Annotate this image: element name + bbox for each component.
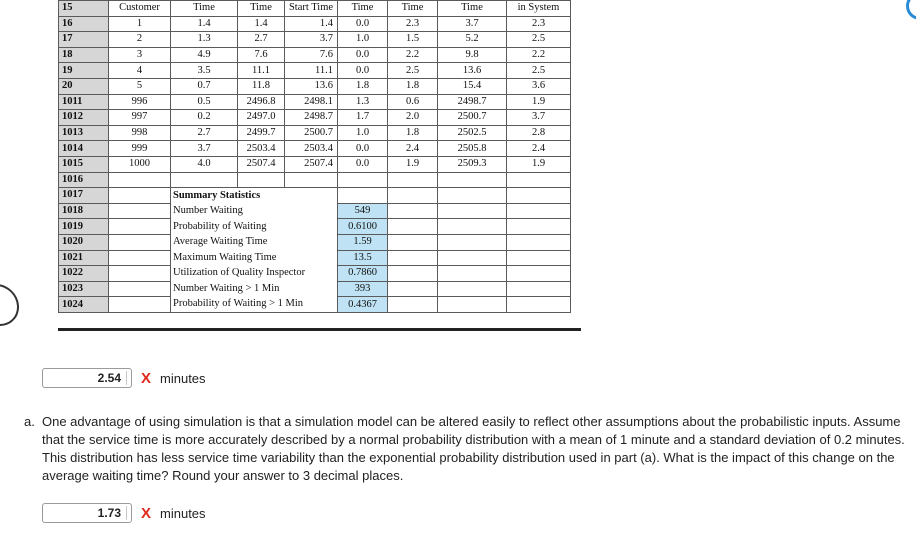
question-a bbox=[24, 413, 912, 485]
table-cell: 999 bbox=[109, 141, 171, 157]
row-number: 1022 bbox=[59, 266, 109, 282]
summary-value: 1.59 bbox=[338, 234, 388, 250]
table-cell: 3.7 bbox=[438, 16, 507, 32]
empty-cell bbox=[388, 250, 438, 266]
bracket-arc-icon bbox=[0, 275, 28, 334]
table-cell: 2503.4 bbox=[285, 141, 338, 157]
empty-cell bbox=[507, 172, 571, 188]
row-number: 1011 bbox=[59, 94, 109, 110]
table-cell: 13.6 bbox=[285, 78, 338, 94]
table-cell: 13.6 bbox=[438, 63, 507, 79]
table-cell: 11.1 bbox=[285, 63, 338, 79]
summary-label: Maximum Waiting Time bbox=[171, 250, 338, 266]
row-number: 1014 bbox=[59, 141, 109, 157]
summary-value: 13.5 bbox=[338, 250, 388, 266]
table-cell: 3.5 bbox=[171, 63, 238, 79]
unit-label: minutes bbox=[160, 505, 206, 521]
table-cell: 1.9 bbox=[507, 156, 571, 172]
table-cell: 0.5 bbox=[171, 94, 238, 110]
table-cell: 2.5 bbox=[507, 32, 571, 48]
empty-cell bbox=[109, 297, 171, 313]
empty-cell bbox=[388, 266, 438, 282]
table-row bbox=[59, 63, 571, 79]
table-cell: 5 bbox=[109, 78, 171, 94]
column-header: Time bbox=[338, 1, 388, 17]
column-header: Time bbox=[388, 1, 438, 17]
summary-row bbox=[59, 266, 571, 282]
table-cell: 9.8 bbox=[438, 47, 507, 63]
column-header: Time bbox=[438, 1, 507, 17]
row-number: 1016 bbox=[59, 172, 109, 188]
column-header: Time bbox=[171, 1, 238, 17]
empty-cell bbox=[109, 266, 171, 282]
summary-row bbox=[59, 281, 571, 297]
table-cell: 2498.7 bbox=[438, 94, 507, 110]
empty-cell bbox=[109, 281, 171, 297]
simulation-spreadsheet bbox=[58, 0, 571, 313]
table-cell: 2.3 bbox=[388, 16, 438, 32]
table-cell: 2.3 bbox=[507, 16, 571, 32]
table-cell: 1.0 bbox=[338, 32, 388, 48]
summary-title: Summary Statistics bbox=[171, 188, 338, 204]
blank-row bbox=[59, 172, 571, 188]
table-cell: 1 bbox=[109, 16, 171, 32]
summary-row bbox=[59, 297, 571, 313]
table-row bbox=[59, 156, 571, 172]
question-label: a. bbox=[24, 414, 35, 429]
row-number: 1018 bbox=[59, 203, 109, 219]
column-header: in System bbox=[507, 1, 571, 17]
incorrect-icon: X bbox=[141, 504, 152, 522]
table-cell: 0.0 bbox=[338, 47, 388, 63]
table-cell: 3.7 bbox=[171, 141, 238, 157]
question-text: One advantage of using simulation is that a simulation model can be altered easily to reflect other assumptions about the probabilistic inputs. Assume that the service time is more accurately described by a normal probability distribution with a mean of 1 minute and a standard deviation of 0.2 minutes. This distribution has less service time variability than the exponential probability distribution used in part (a). What is the impact of this change on the average waiting time? Round your answer to 3 decimal places. bbox=[42, 414, 905, 483]
table-cell: 1000 bbox=[109, 156, 171, 172]
answer-row-2 bbox=[42, 503, 206, 523]
table-cell: 5.2 bbox=[438, 32, 507, 48]
table-row bbox=[59, 32, 571, 48]
table-cell: 3.7 bbox=[507, 110, 571, 126]
row-number: 1017 bbox=[59, 188, 109, 204]
summary-label: Number Waiting bbox=[171, 203, 338, 219]
empty-cell bbox=[438, 250, 507, 266]
table-cell: 0.0 bbox=[338, 16, 388, 32]
table-cell: 1.3 bbox=[338, 94, 388, 110]
table-row bbox=[59, 110, 571, 126]
empty-cell bbox=[438, 281, 507, 297]
table-cell: 2498.1 bbox=[285, 94, 338, 110]
empty-cell bbox=[438, 266, 507, 282]
row-number: 1019 bbox=[59, 219, 109, 235]
summary-row bbox=[59, 203, 571, 219]
table-cell: 3.7 bbox=[285, 32, 338, 48]
row-number: 20 bbox=[59, 78, 109, 94]
summary-row bbox=[59, 219, 571, 235]
table-cell: 2.8 bbox=[507, 125, 571, 141]
table-cell: 2.2 bbox=[388, 47, 438, 63]
summary-value: 0.7860 bbox=[338, 266, 388, 282]
column-header: Start Time bbox=[285, 1, 338, 17]
empty-cell bbox=[388, 234, 438, 250]
empty-cell bbox=[388, 219, 438, 235]
table-cell: 1.9 bbox=[507, 94, 571, 110]
table-cell: 4.0 bbox=[171, 156, 238, 172]
empty-cell bbox=[438, 188, 507, 204]
table-cell: 2497.0 bbox=[238, 110, 285, 126]
table-cell: 998 bbox=[109, 125, 171, 141]
table-cell: 4.9 bbox=[171, 47, 238, 63]
table-cell: 1.8 bbox=[388, 125, 438, 141]
empty-cell bbox=[338, 172, 388, 188]
incorrect-icon: X bbox=[141, 369, 152, 387]
row-number: 17 bbox=[59, 32, 109, 48]
row-number: 1013 bbox=[59, 125, 109, 141]
empty-cell bbox=[109, 188, 171, 204]
empty-cell bbox=[388, 172, 438, 188]
empty-cell bbox=[507, 188, 571, 204]
table-cell: 1.0 bbox=[338, 125, 388, 141]
empty-cell bbox=[438, 203, 507, 219]
table-cell: 0.0 bbox=[338, 156, 388, 172]
table-cell: 2496.8 bbox=[238, 94, 285, 110]
table-cell: 1.8 bbox=[338, 78, 388, 94]
table-cell: 997 bbox=[109, 110, 171, 126]
summary-value: 0.4367 bbox=[338, 297, 388, 313]
table-row bbox=[59, 78, 571, 94]
empty-cell bbox=[507, 250, 571, 266]
empty-cell bbox=[438, 219, 507, 235]
empty-cell bbox=[507, 266, 571, 282]
table-cell: 7.6 bbox=[238, 47, 285, 63]
summary-value: 0.6100 bbox=[338, 219, 388, 235]
empty-cell bbox=[109, 172, 171, 188]
empty-cell bbox=[285, 172, 338, 188]
row-number: 15 bbox=[59, 1, 109, 17]
row-number: 1024 bbox=[59, 297, 109, 313]
row-number: 1020 bbox=[59, 234, 109, 250]
empty-cell bbox=[238, 172, 285, 188]
answer-field-1[interactable] bbox=[42, 368, 132, 388]
table-cell: 996 bbox=[109, 94, 171, 110]
table-cell: 1.4 bbox=[171, 16, 238, 32]
empty-cell bbox=[507, 234, 571, 250]
answer-row-1 bbox=[42, 368, 206, 388]
empty-cell bbox=[388, 203, 438, 219]
table-cell: 1.5 bbox=[388, 32, 438, 48]
table-row bbox=[59, 47, 571, 63]
table-cell: 0.7 bbox=[171, 78, 238, 94]
empty-cell bbox=[438, 297, 507, 313]
empty-cell bbox=[438, 172, 507, 188]
empty-cell bbox=[109, 234, 171, 250]
summary-label: Number Waiting > 1 Min bbox=[171, 281, 338, 297]
table-cell: 2.4 bbox=[388, 141, 438, 157]
unit-label: minutes bbox=[160, 370, 206, 386]
table-cell: 11.1 bbox=[238, 63, 285, 79]
table-cell: 4 bbox=[109, 63, 171, 79]
table-cell: 2503.4 bbox=[238, 141, 285, 157]
table-cell: 2.5 bbox=[507, 63, 571, 79]
answer-field-2[interactable] bbox=[42, 503, 132, 523]
table-cell: 2500.7 bbox=[438, 110, 507, 126]
column-header: Time bbox=[238, 1, 285, 17]
table-row bbox=[59, 94, 571, 110]
table-cell: 2.7 bbox=[171, 125, 238, 141]
table-cell: 1.4 bbox=[238, 16, 285, 32]
table-cell: 0.6 bbox=[388, 94, 438, 110]
table-cell: 2507.4 bbox=[238, 156, 285, 172]
row-number: 18 bbox=[59, 47, 109, 63]
answer-value: 2.54 bbox=[98, 371, 127, 385]
table-row bbox=[59, 141, 571, 157]
table-cell: 2499.7 bbox=[238, 125, 285, 141]
empty-cell bbox=[507, 297, 571, 313]
summary-label: Probability of Waiting > 1 Min bbox=[171, 297, 338, 313]
empty-cell bbox=[507, 219, 571, 235]
table-cell: 3 bbox=[109, 47, 171, 63]
summary-title-row bbox=[59, 188, 571, 204]
table-row bbox=[59, 16, 571, 32]
empty-cell bbox=[109, 250, 171, 266]
table-cell: 2.5 bbox=[388, 63, 438, 79]
table-cell: 1.8 bbox=[388, 78, 438, 94]
summary-label: Utilization of Quality Inspector bbox=[171, 266, 338, 282]
circle-arc-icon bbox=[906, 0, 916, 20]
table-cell: 2502.5 bbox=[438, 125, 507, 141]
summary-row bbox=[59, 250, 571, 266]
empty-cell bbox=[388, 297, 438, 313]
table-cell: 3.6 bbox=[507, 78, 571, 94]
summary-label: Average Waiting Time bbox=[171, 234, 338, 250]
table-cell: 1.9 bbox=[388, 156, 438, 172]
table-cell: 11.8 bbox=[238, 78, 285, 94]
empty-cell bbox=[507, 281, 571, 297]
summary-value: 549 bbox=[338, 203, 388, 219]
summary-row bbox=[59, 234, 571, 250]
row-number: 1023 bbox=[59, 281, 109, 297]
table-cell: 0.0 bbox=[338, 63, 388, 79]
row-number: 1021 bbox=[59, 250, 109, 266]
table-cell: 1.4 bbox=[285, 16, 338, 32]
table-cell: 15.4 bbox=[438, 78, 507, 94]
empty-cell bbox=[171, 172, 238, 188]
header-row bbox=[59, 1, 571, 17]
column-header: Customer bbox=[109, 1, 171, 17]
empty-cell bbox=[388, 188, 438, 204]
summary-label: Probability of Waiting bbox=[171, 219, 338, 235]
empty-cell bbox=[109, 219, 171, 235]
table-cell: 2498.7 bbox=[285, 110, 338, 126]
table-cell: 2509.3 bbox=[438, 156, 507, 172]
table-cell: 1.3 bbox=[171, 32, 238, 48]
table-cell: 0.2 bbox=[171, 110, 238, 126]
table-cell: 2500.7 bbox=[285, 125, 338, 141]
row-number: 19 bbox=[59, 63, 109, 79]
divider bbox=[58, 328, 581, 331]
table-cell: 0.0 bbox=[338, 141, 388, 157]
empty-cell bbox=[388, 281, 438, 297]
table-cell: 2.2 bbox=[507, 47, 571, 63]
table-cell: 1.7 bbox=[338, 110, 388, 126]
summary-value: 393 bbox=[338, 281, 388, 297]
empty-cell bbox=[109, 203, 171, 219]
row-number: 16 bbox=[59, 16, 109, 32]
row-number: 1012 bbox=[59, 110, 109, 126]
empty-cell bbox=[338, 188, 388, 204]
table-cell: 2505.8 bbox=[438, 141, 507, 157]
table-cell: 2.7 bbox=[238, 32, 285, 48]
table-cell: 2.4 bbox=[507, 141, 571, 157]
row-number: 1015 bbox=[59, 156, 109, 172]
table-cell: 2 bbox=[109, 32, 171, 48]
empty-cell bbox=[438, 234, 507, 250]
table-cell: 2.0 bbox=[388, 110, 438, 126]
table-row bbox=[59, 125, 571, 141]
table-cell: 7.6 bbox=[285, 47, 338, 63]
empty-cell bbox=[507, 203, 571, 219]
table-cell: 2507.4 bbox=[285, 156, 338, 172]
answer-value: 1.73 bbox=[98, 506, 127, 520]
